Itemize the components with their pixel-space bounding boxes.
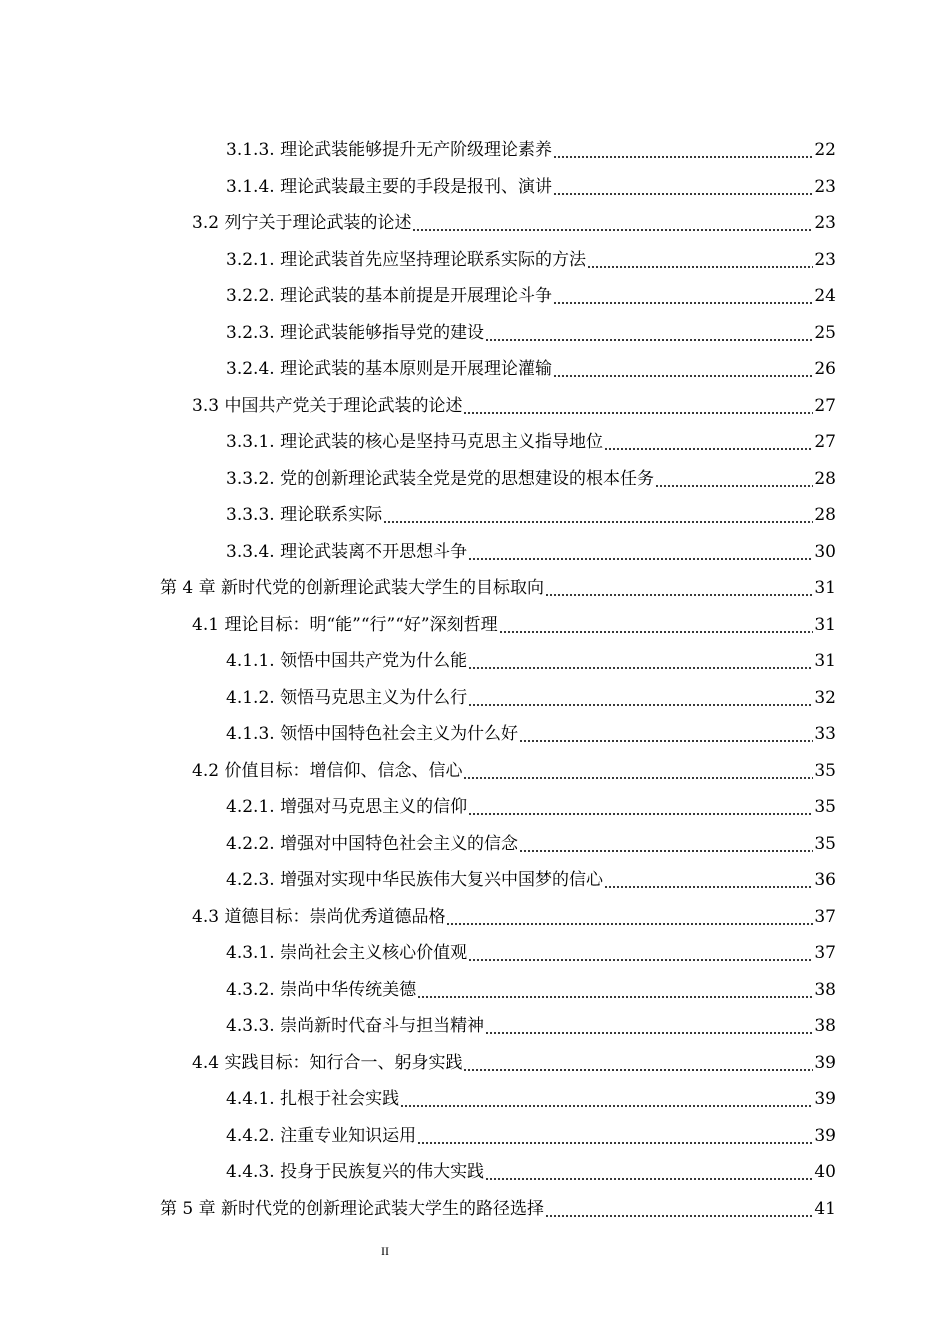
toc-entry-page: 26 (814, 359, 836, 380)
toc-entry[interactable] (0, 1081, 950, 1118)
dot-leader (655, 469, 813, 489)
toc-entry[interactable] (0, 1118, 950, 1155)
dot-leader (412, 213, 813, 233)
dot-leader (400, 1089, 813, 1109)
toc-entry[interactable] (0, 789, 950, 826)
dot-leader (519, 724, 813, 744)
dot-leader (545, 1199, 813, 1219)
toc-entry-title: 第 5 章 新时代党的创新理论武装大学生的路径选择 (160, 1198, 545, 1219)
toc-entry-page: 27 (814, 395, 836, 416)
toc-entry-title: 3.2.1. 理论武装首先应坚持理论联系实际的方法 (226, 249, 587, 270)
toc-entry-page: 23 (814, 176, 836, 197)
toc-entry-title: 4.4 实践目标：知行合一、躬身实践 (192, 1052, 463, 1073)
toc-entry[interactable] (0, 424, 950, 461)
toc-entry[interactable] (0, 388, 950, 425)
toc-entry-page: 36 (814, 870, 836, 891)
toc-entry[interactable] (0, 351, 950, 388)
dot-leader (383, 505, 813, 525)
toc-entry[interactable] (0, 1008, 950, 1045)
toc-entry[interactable] (0, 753, 950, 790)
toc-entry-title: 4.1.2. 领悟马克思主义为什么行 (226, 687, 468, 708)
dot-leader (485, 1162, 813, 1182)
toc-entry[interactable] (0, 132, 950, 169)
dot-leader (604, 432, 813, 452)
toc-entry-page: 37 (814, 906, 836, 927)
dot-leader (545, 578, 813, 598)
dot-leader (468, 688, 813, 708)
toc-entry[interactable] (0, 935, 950, 972)
toc-entry-page: 22 (814, 140, 836, 161)
toc-entry-page: 38 (814, 979, 836, 1000)
toc-entry-page: 39 (814, 1125, 836, 1146)
toc-entry[interactable] (0, 497, 950, 534)
toc-entry-title: 4.3.1. 崇尚社会主义核心价值观 (226, 943, 468, 964)
dot-leader (485, 1016, 813, 1036)
dot-leader (468, 542, 813, 562)
toc-entry[interactable] (0, 716, 950, 753)
dot-leader (553, 286, 813, 306)
dot-leader (468, 797, 813, 817)
toc-entry[interactable] (0, 899, 950, 936)
dot-leader (485, 323, 813, 343)
toc-entry-page: 28 (814, 505, 836, 526)
toc-entry-page: 27 (814, 432, 836, 453)
toc-entry-title: 3.3.4. 理论武装离不开思想斗争 (226, 541, 468, 562)
toc-entry-title: 4.2.2. 增强对中国特色社会主义的信念 (226, 833, 519, 854)
toc-entry-page: 23 (814, 249, 836, 270)
toc-entry-title: 4.1.3. 领悟中国特色社会主义为什么好 (226, 724, 519, 745)
toc-entry-title: 4.1.1. 领悟中国共产党为什么能 (226, 651, 468, 672)
toc-entry[interactable] (0, 534, 950, 571)
toc-entry[interactable] (0, 1154, 950, 1191)
toc-entry-title: 3.2.3. 理论武装能够指导党的建设 (226, 322, 485, 343)
toc-entry[interactable] (0, 169, 950, 206)
dot-leader (417, 980, 813, 1000)
toc-entry-page: 41 (814, 1198, 836, 1219)
toc-entry[interactable] (0, 461, 950, 498)
dot-leader (463, 396, 813, 416)
toc-entry-title: 3.2.4. 理论武装的基本原则是开展理论灌输 (226, 359, 553, 380)
toc-entry[interactable] (0, 680, 950, 717)
toc-entry[interactable] (0, 1191, 950, 1228)
toc-entry-page: 23 (814, 213, 836, 234)
toc-entry-page: 32 (814, 687, 836, 708)
toc-entry-title: 3.2.2. 理论武装的基本前提是开展理论斗争 (226, 286, 553, 307)
dot-leader (553, 140, 813, 160)
dot-leader (463, 761, 813, 781)
page-number: II (381, 1244, 389, 1258)
dot-leader (519, 834, 813, 854)
toc-entry-title: 4.4.3. 投身于民族复兴的伟大实践 (226, 1162, 485, 1183)
toc-entry-page: 25 (814, 322, 836, 343)
toc-entry[interactable] (0, 862, 950, 899)
toc-entry-page: 33 (814, 724, 836, 745)
toc-entry-title: 3.3.2. 党的创新理论武装全党是党的思想建设的根本任务 (226, 468, 655, 489)
toc-entry-title: 4.3 道德目标：崇尚优秀道德品格 (192, 906, 446, 927)
toc-entry[interactable] (0, 205, 950, 242)
toc-entry[interactable] (0, 1045, 950, 1082)
toc-entry-page: 28 (814, 468, 836, 489)
dot-leader (468, 943, 813, 963)
dot-leader (499, 615, 814, 635)
dot-leader (468, 651, 813, 671)
toc-entry[interactable] (0, 607, 950, 644)
toc-entry-title: 4.3.2. 崇尚中华传统美德 (226, 979, 417, 1000)
toc-entry[interactable] (0, 826, 950, 863)
toc-entry[interactable] (0, 242, 950, 279)
toc-entry-title: 4.4.1. 扎根于社会实践 (226, 1089, 400, 1110)
dot-leader (463, 1053, 813, 1073)
dot-leader (446, 907, 813, 927)
dot-leader (553, 359, 813, 379)
toc-entry-title: 4.1 理论目标：明“能”“行”“好”深刻哲理 (192, 614, 498, 635)
toc-entry-page: 35 (814, 797, 836, 818)
toc-entry-page: 40 (814, 1162, 836, 1183)
toc-entry[interactable] (0, 315, 950, 352)
toc-entry-page: 31 (814, 578, 836, 599)
toc-entry-page: 24 (814, 286, 836, 307)
toc-entry-page: 39 (814, 1089, 836, 1110)
table-of-contents (0, 132, 950, 1227)
toc-entry-title: 3.3.1. 理论武装的核心是坚持马克思主义指导地位 (226, 432, 604, 453)
toc-entry-title: 4.2.3. 增强对实现中华民族伟大复兴中国梦的信心 (226, 870, 604, 891)
toc-entry[interactable] (0, 643, 950, 680)
toc-entry-page: 35 (814, 833, 836, 854)
toc-entry-title: 第 4 章 新时代党的创新理论武装大学生的目标取向 (160, 578, 545, 599)
toc-entry-title: 3.3 中国共产党关于理论武装的论述 (192, 395, 463, 416)
toc-entry[interactable] (0, 972, 950, 1009)
toc-entry-page: 38 (814, 1016, 836, 1037)
dot-leader (553, 177, 813, 197)
toc-entry-title: 4.3.3. 崇尚新时代奋斗与担当精神 (226, 1016, 485, 1037)
toc-entry-page: 35 (814, 760, 836, 781)
dot-leader (587, 250, 813, 270)
toc-entry[interactable] (0, 278, 950, 315)
toc-entry-title: 4.2 价值目标：增信仰、信念、信心 (192, 760, 463, 781)
toc-entry-title: 3.1.3. 理论武装能够提升无产阶级理论素养 (226, 140, 553, 161)
toc-entry[interactable] (0, 570, 950, 607)
toc-entry-title: 3.2 列宁关于理论武装的论述 (192, 213, 412, 234)
toc-entry-page: 39 (814, 1052, 836, 1073)
toc-entry-page: 31 (814, 651, 836, 672)
toc-entry-title: 3.1.4. 理论武装最主要的手段是报刊、演讲 (226, 176, 553, 197)
toc-entry-title: 4.4.2. 注重专业知识运用 (226, 1125, 417, 1146)
toc-entry-page: 31 (814, 614, 836, 635)
toc-entry-page: 30 (814, 541, 836, 562)
dot-leader (417, 1126, 813, 1146)
toc-entry-page: 37 (814, 943, 836, 964)
toc-entry-title: 4.2.1. 增强对马克思主义的信仰 (226, 797, 468, 818)
dot-leader (604, 870, 813, 890)
toc-entry-title: 3.3.3. 理论联系实际 (226, 505, 383, 526)
